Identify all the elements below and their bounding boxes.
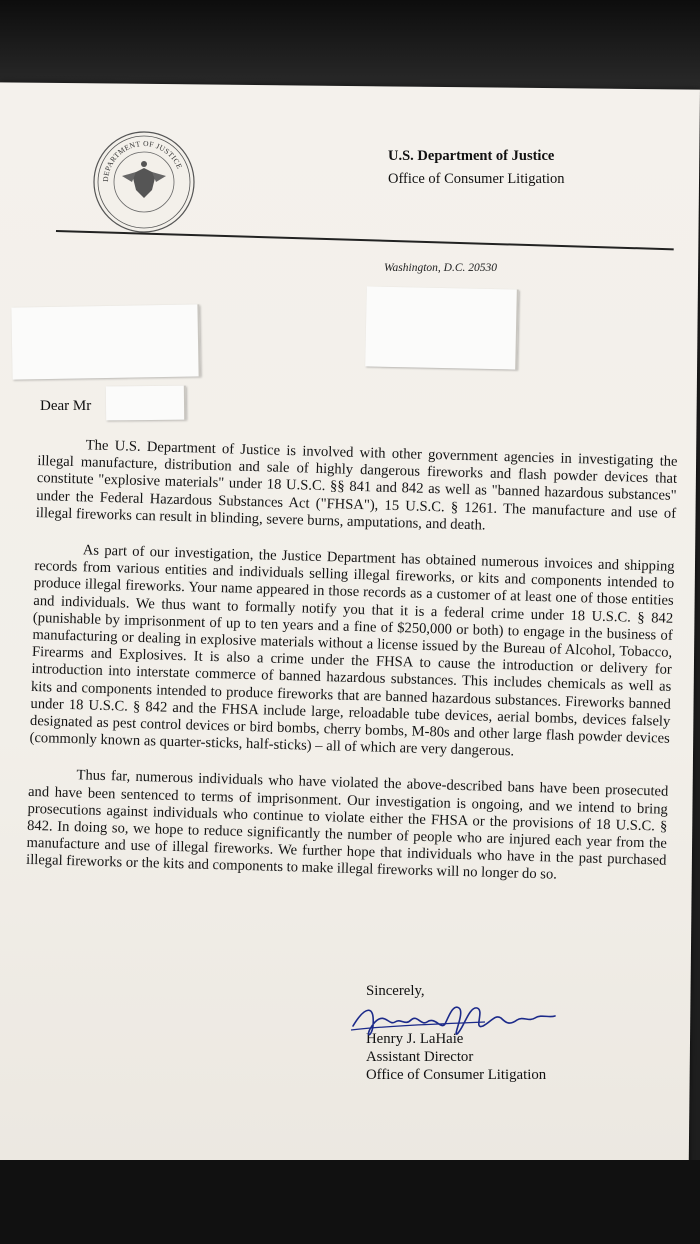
signer-office: Office of Consumer Litigation	[366, 1067, 547, 1083]
sign-off: Sincerely,	[366, 983, 425, 999]
redacted-name	[106, 386, 186, 421]
agency-name: U.S. Department of Justice	[388, 148, 555, 164]
signer-name: Henry J. LaHaie	[366, 1031, 464, 1047]
background-bottom	[0, 1160, 700, 1244]
redacted-date-block	[365, 286, 519, 369]
doj-seal-icon	[92, 130, 196, 234]
seal-text: DEPARTMENT OF JUSTICE	[100, 138, 185, 183]
location-line: Washington, D.C. 20530	[384, 262, 497, 274]
letter-body	[25, 436, 677, 906]
signer-title: Assistant Director	[366, 1049, 474, 1065]
handwritten-signature-icon	[345, 996, 560, 1046]
body-paragraph: As part of our investigation, the Justice Department has obtained numerous invoices and shipping records from various entities and individuals selling illegal fireworks, or kits and components intended to produce illegal fireworks. Your name appeared in those records as a customer of at least one of those entities and individuals. We thus want to formally notify you that it is a federal crime under 18 U.S.C. § 842 (punishable by imprisonment of up to ten years and a fine of $250,000 or both) to engage in the business of manufacturing or dealing in explosive materials without a license issued by the Bureau of Alcohol, Tobacco, Firearms and Explosives. It is also a crime under the FHSA to cause the introduction or delivery for introduction into interstate commerce of banned hazardous substances. This includes chemicals as well as kits and components intended to produce fireworks that are banned hazardous substances. Fireworks banned under 18 U.S.C. § 842 and the FHSA include large, reloadable tube devices, aerial bombs, devices falsely designated as pest control devices or bird bombs, cherry bombs, M-80s and other large flash powder devices (commonly known as quarter-sticks, half-sticks) – all of which are very dangerous.	[29, 542, 675, 760]
agency-office: Office of Consumer Litigation	[388, 171, 565, 187]
redacted-address-block	[11, 304, 200, 379]
salutation: Dear Mr	[40, 398, 92, 414]
body-paragraph: Thus far, numerous individuals who have violated the above-described bans have been prosecuted and have been sentenced to terms of imprisonment. Our investigation is ongoing, and we intend to bring prosecutions against individuals who continue to violate either the FHSA or the provisions of 18 U.S.C. § 842. In doing so, we hope to reduce significantly the number of people who are injured each year from the manufacture and use of illegal fireworks. We further hope that individuals who have in the past purchased illegal fireworks or the kits and components to make illegal fireworks will no longer do so.	[25, 767, 669, 884]
letterhead	[388, 148, 565, 188]
background-top	[0, 0, 700, 90]
body-paragraph: The U.S. Department of Justice is involved with other government agencies in investigating the illegal manufacture, distribution and sale of highly dangerous fireworks and flash powder devices that constitute "explosive materials" under 18 U.S.C. §§ 841 and 842 as well as "banned hazardous substances" under the Federal Hazardous Substances Act ("FHSA"), 15 U.S.C. § 1261. The manufacture and use of illegal fireworks can result in blinding, severe burns, amputations, and death.	[35, 437, 678, 534]
